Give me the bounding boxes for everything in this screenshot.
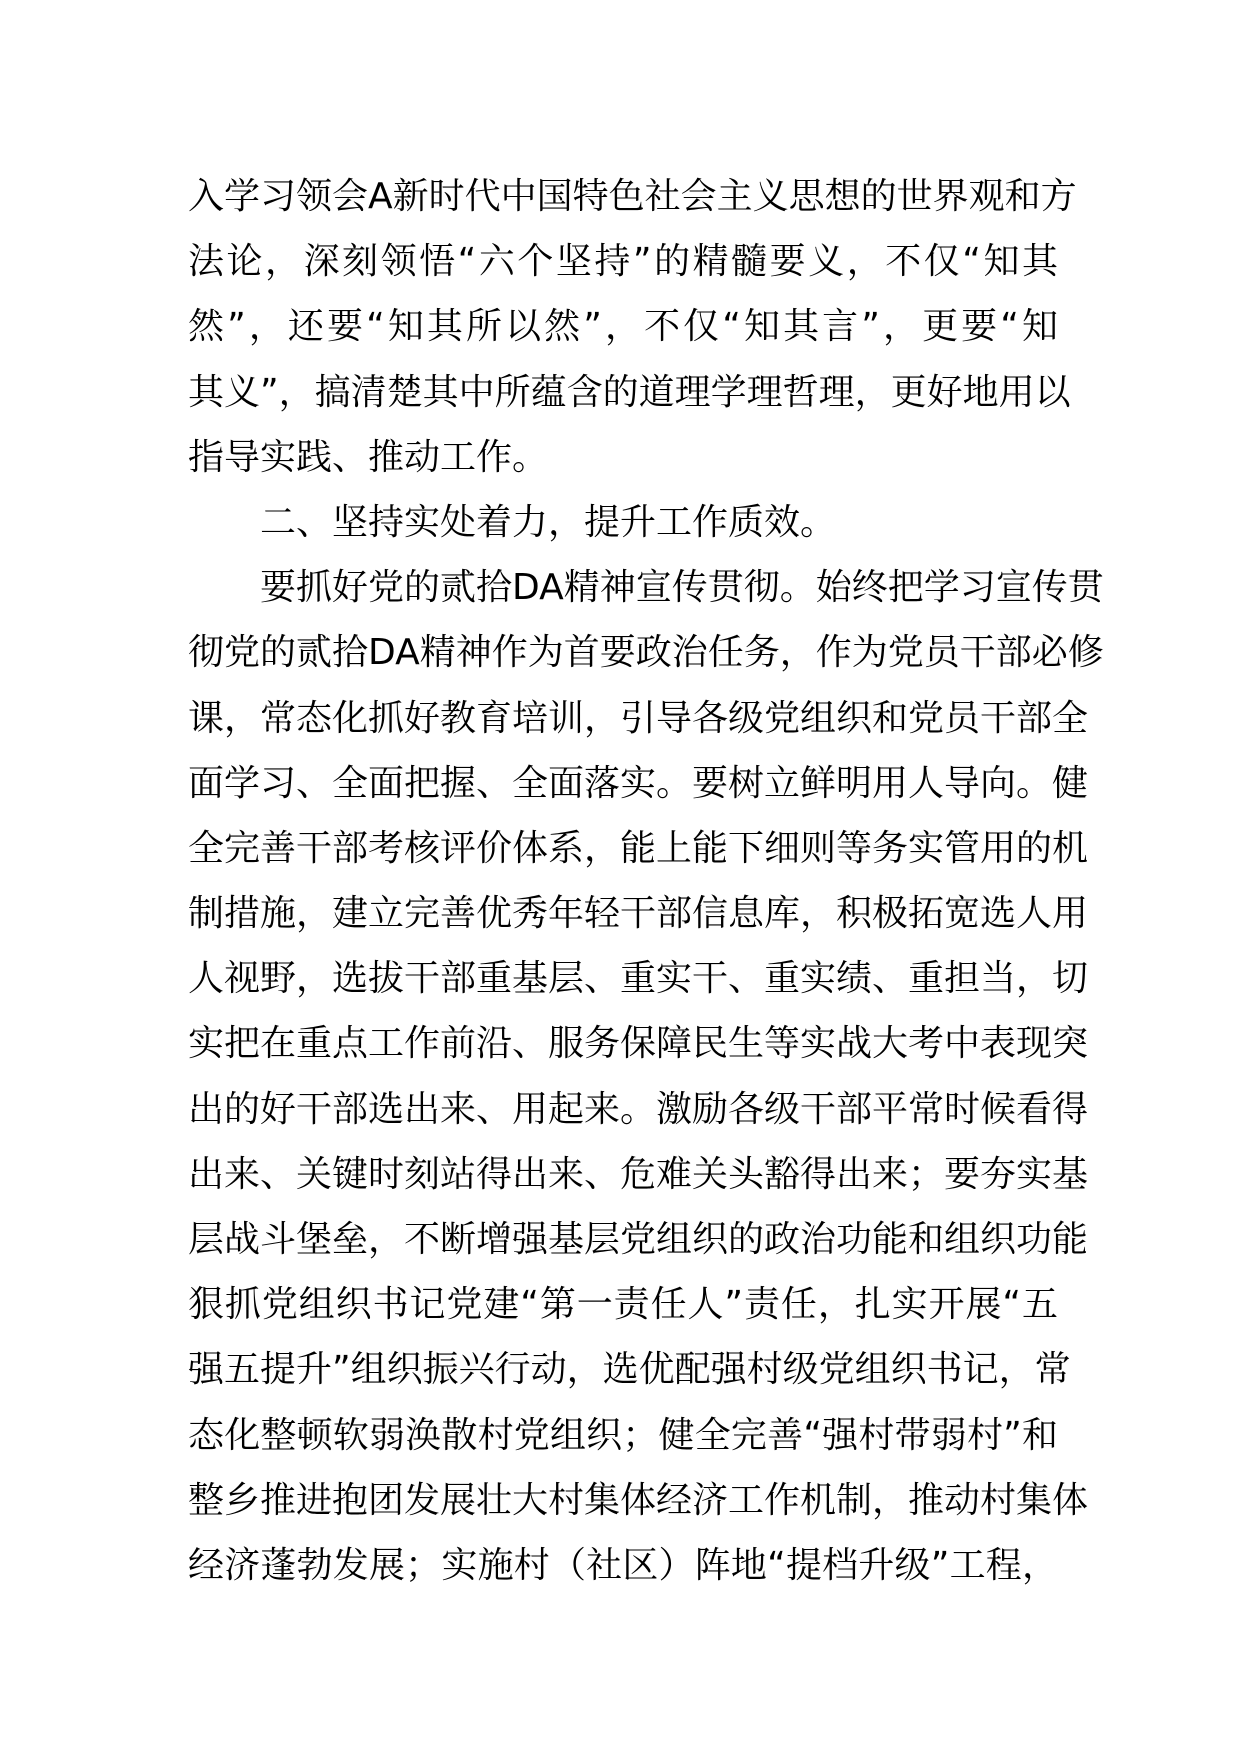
text-line: 指导实践、推动工作。 [188, 436, 549, 478]
text-line: 强五提升”组织振兴行动，选优配强村级党组织书记，常 [188, 1349, 1071, 1391]
text-line: 面学习、全面把握、全面落实。要树立鲜明用人导向。健 [188, 762, 1089, 804]
text-line: 整乡推进抱团发展壮大村集体经济工作机制，推动村集体 [188, 1479, 1089, 1521]
text-line: 全完善干部考核评价体系，能上能下细则等务实管用的机 [188, 827, 1089, 869]
text-line: 其义”，搞清楚其中所蕴含的道理学理哲理，更好地用以 [188, 371, 1071, 413]
text-line: 课，常态化抓好教育培训，引导各级党组织和党员干部全 [188, 697, 1089, 739]
text-line: 入学习领会A新时代中国特色社会主义思想的世界观和方 [188, 176, 1077, 217]
body-text [188, 164, 1104, 1598]
text-line: 出来、关键时刻站得出来、危难关头豁得出来；要夯实基 [188, 1153, 1089, 1195]
text-line: 出的好干部选出来、用起来。激励各级干部平常时候看得 [188, 1088, 1089, 1130]
text-line: 态化整顿软弱涣散村党组织；健全完善“强村带弱村”和 [188, 1414, 1058, 1456]
section-heading: 二、坚持实处着力，提升工作质效。 [260, 501, 837, 543]
text-line: 实把在重点工作前沿、服务保障民生等实战大考中表现突 [188, 1023, 1089, 1065]
text-line: 经济蓬勃发展；实施村（社区）阵地“提档升级”工程， [188, 1544, 1058, 1586]
text-line: 层战斗堡垒，不断增强基层党组织的政治功能和组织功能 [188, 1219, 1089, 1260]
text-line: 法论，深刻领悟“六个坚持”的精髓要义，不仅“知其 [188, 241, 1058, 283]
text-line: 制措施，建立完善优秀年轻干部信息库，积极拓宽选人用 [188, 893, 1089, 935]
text-line: 人视野，选拔干部重基层、重实干、重实绩、重担当，切 [188, 958, 1089, 1000]
text-line: 然”，还要“知其所以然”，不仅“知其言”，更要“知 [188, 306, 1058, 348]
text-line: 彻党的贰拾DA精神作为首要政治任务，作为党员干部必修 [188, 632, 1104, 674]
text-line: 要抓好党的贰拾DA精神宣传贯彻。始终把学习宣传贯 [260, 567, 1104, 609]
text-line: 狠抓党组织书记党建“第一责任人”责任，扎实开展“五 [188, 1284, 1058, 1326]
